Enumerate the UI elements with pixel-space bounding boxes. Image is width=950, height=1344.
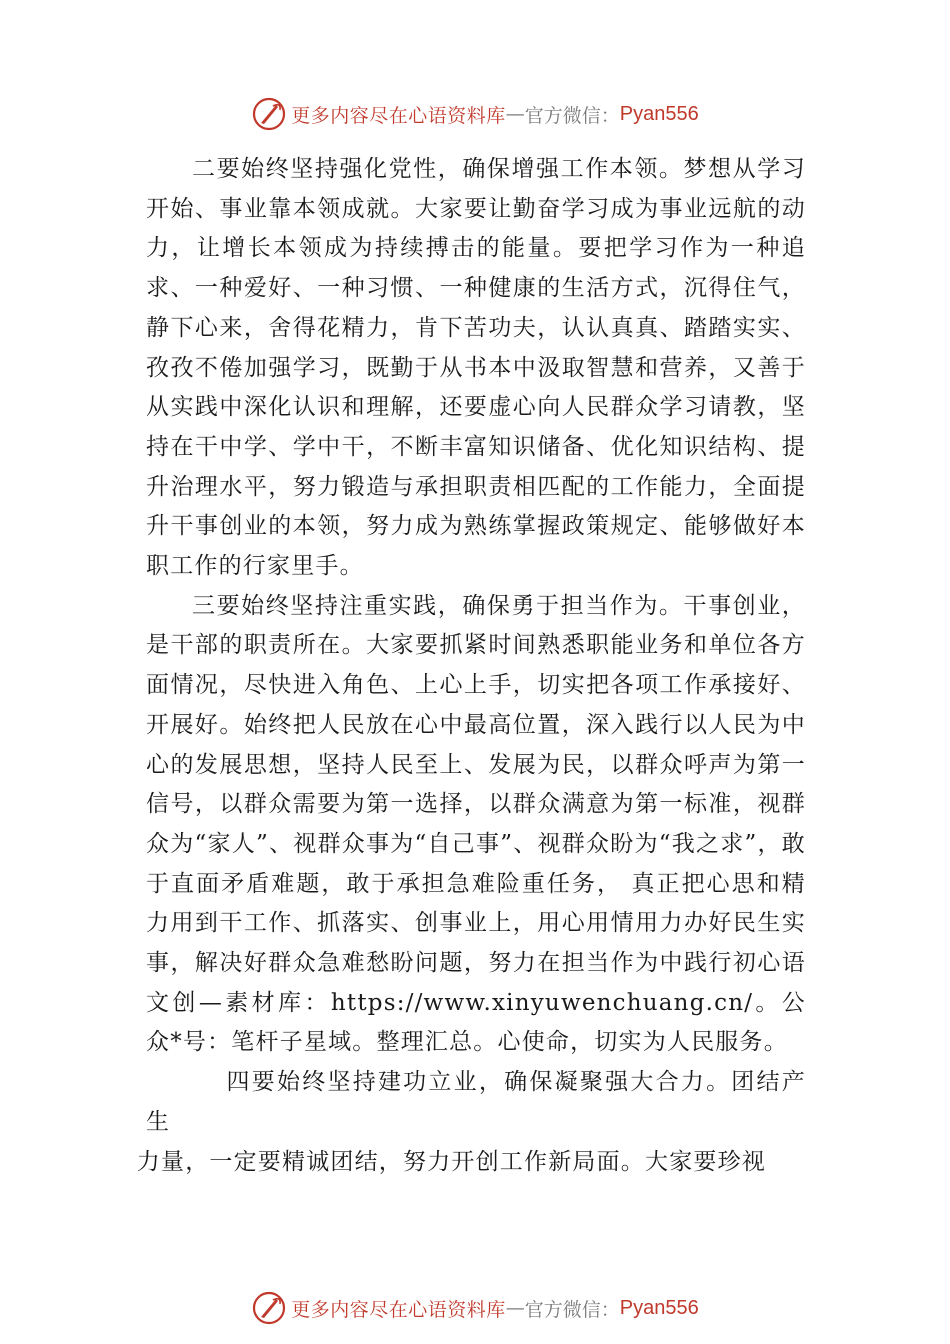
- watermark-official-label: 官方微信：: [524, 104, 620, 127]
- paragraph-4-line-2: 力量，一定要精诚团结，努力开创工作新局面。大家要珍视: [136, 1148, 766, 1175]
- paragraph-3: 三要始终坚持注重实践，确保勇于担当作为。干事创业，是干部的职责所在。大家要抓紧时间熟悉职能业务和单位各方面情况，尽快进入角色、上心上手，切实把各项工作承接好、开展好。始终把人民放在心中最高位置，深入践行以人民为中心的发展思想，坚持人民至上、发展为民，以群众呼声为第一信号，以群众需要为第一选择，以群众满意为第一标准，视群众为“家人”、视群众事为“自己事”、视群众盼为“我之求”，敢于直面矛盾难题，敢于承担急难险重任务， 真正把心思和精力用到干工作、抓落实、创事业上，用心用情用力办好民生实事，解决好群众急难愁盼问题，努力在担当作为中践行初心语文创—素材库：https://www.xinyuwenchuang.cn/。公众*号：笔杆子星域。整理汇总。心使命，切实为人民服务。: [146, 592, 806, 1056]
- watermark-main-text: 更多内容尽在心语资料库: [291, 1298, 506, 1321]
- watermark-official-label: 官方微信：: [524, 1298, 620, 1321]
- header-watermark: [0, 94, 950, 134]
- quill-logo-icon: [251, 96, 287, 132]
- quill-logo-icon: [251, 1290, 287, 1326]
- paragraph-4-line-1: 四要始终坚持建功立业，确保凝聚强大合力。团结产生: [146, 1069, 806, 1135]
- paragraph-2: 二要始终坚持强化党性，确保增强工作本领。梦想从学习开始、事业靠本领成就。大家要让勤奋学习成为事业远航的动力，让增长本领成为持续搏击的能量。要把学习作为一种追求、一种爱好、一种习惯、一种健康的生活方式，沉得住气，静下心来，舍得花精力，肯下苦功夫，认认真真、踏踏实实、孜孜不倦加强学习，既勤于从书本中汲取智慧和营养，又善于从实践中深化认识和理解，还要虚心向人民群众学习请教，坚持在干中学、学中干，不断丰富知识储备、优化知识结构、提升治理水平，努力锻造与承担职责相匹配的工作能力，全面提升干事创业的本领，努力成为熟练掌握政策规定、能够做好本职工作的行家里手。: [146, 156, 806, 580]
- watermark-dash: —: [505, 1297, 525, 1319]
- watermark-wechat-id: Pyan556: [619, 1296, 699, 1319]
- watermark-main-text: 更多内容尽在心语资料库: [291, 104, 506, 127]
- watermark-wechat-id: Pyan556: [619, 102, 699, 125]
- footer-watermark: [0, 1288, 950, 1328]
- document-body: [136, 150, 806, 1182]
- paragraph-4: [136, 1063, 806, 1182]
- watermark-dash: —: [505, 103, 525, 125]
